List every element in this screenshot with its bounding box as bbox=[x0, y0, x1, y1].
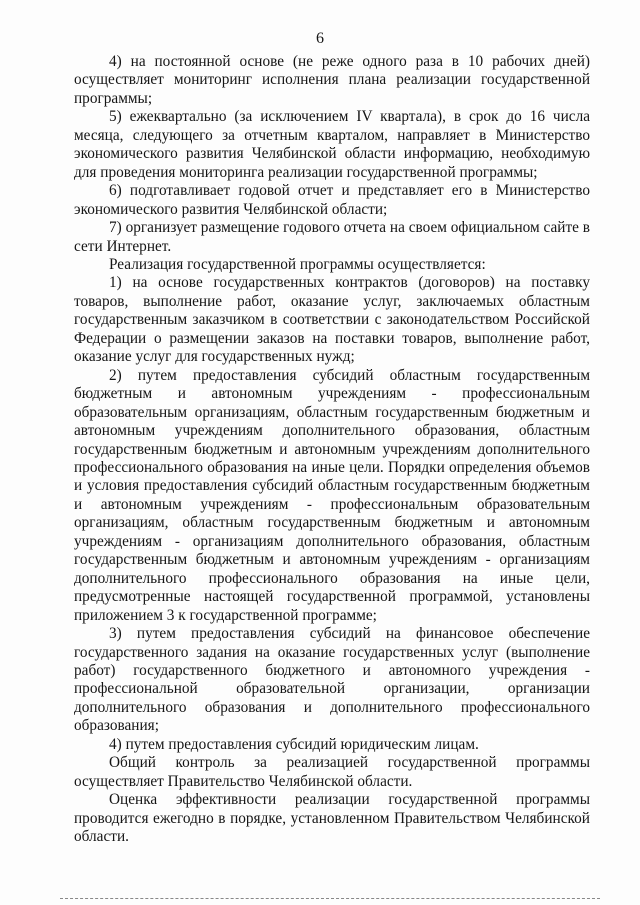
paragraph-item-4-monitoring: 4) на постоянной основе (не реже одного раза в 10 рабочих дней) осуществляет мониторинг исполнения плана реализации государственной программы; bbox=[74, 53, 590, 107]
paragraph-method-4-legal-entities: 4) путем предоставления субсидий юридическим лицам. bbox=[109, 735, 479, 753]
paragraph-method-2-subsidies-other: 2) путем предоставления субсидий областным государственным бюджетным и автономным учреждениям - профессиональным образовательным организациям, областным государственным бюджетным и автономным учреждениям дополнительного образования, областным государственным бюджетным и автономным учреждениям дополнительного профессионального образования на иные цели. Порядки определения объемов и условия предоставления субсидий областным государственным бюджетным и автономным учреждениям - профессиональным образовательным организациям, областным государственным бюджетным и автономным учреждениям - организациям дополнительного образования, областным государственным бюджетным и автономным учреждениям - организациям дополнительного профессионального образования на иные цели, предусмотренные настоящей государственной программой, установлены приложением 3 к государственной программе; bbox=[74, 366, 590, 624]
paragraph-method-3-state-assignment: 3) путем предоставления субсидий на финансовое обеспечение государственного задания на оказание государственных услуг (выполнение работ) государственного бюджетного и автономного учреждения - профессиональной образовательной организации, организации дополнительного образования и дополнительного профессионального образования; bbox=[74, 625, 590, 735]
paragraph-efficiency-evaluation: Оценка эффективности реализации государственной программы проводится ежегодно в порядке, установленном Правительством Челябинской области. bbox=[74, 791, 590, 846]
document-body bbox=[74, 53, 590, 846]
paragraph-item-6-annual-report: 6) подготавливает годовой отчет и представляет его в Министерство экономического развития Челябинской области; bbox=[74, 182, 590, 218]
paragraph-implementation-intro: Реализация государственной программы осуществляется: bbox=[109, 255, 486, 273]
paragraph-item-5-quarterly-report: 5) ежеквартально (за исключением IV квартала), в срок до 16 числа месяца, следующего за отчетным кварталом, направляет в Министерство экономического развития Челябинской области информацию, необходимую для проведения мониторинга реализации государственной программы; bbox=[74, 108, 590, 181]
paragraph-item-7-publication: 7) организует размещение годового отчета на своем официальном сайте в сети Интернет. bbox=[74, 219, 590, 255]
page-bottom-edge bbox=[60, 898, 600, 899]
page-number: 6 bbox=[316, 30, 324, 47]
paragraph-method-1-contracts: 1) на основе государственных контрактов (договоров) на поставку товаров, выполнение работ, оказание услуг, заключаемых областным государственным заказчиком в соответствии с законодательством Российской Федерации о размещении заказов на поставки товаров, выполнение работ, оказание услуг для государственных нужд; bbox=[74, 274, 590, 366]
paragraph-general-control: Общий контроль за реализацией государственной программы осуществляет Правительство Челябинской области. bbox=[74, 754, 590, 790]
